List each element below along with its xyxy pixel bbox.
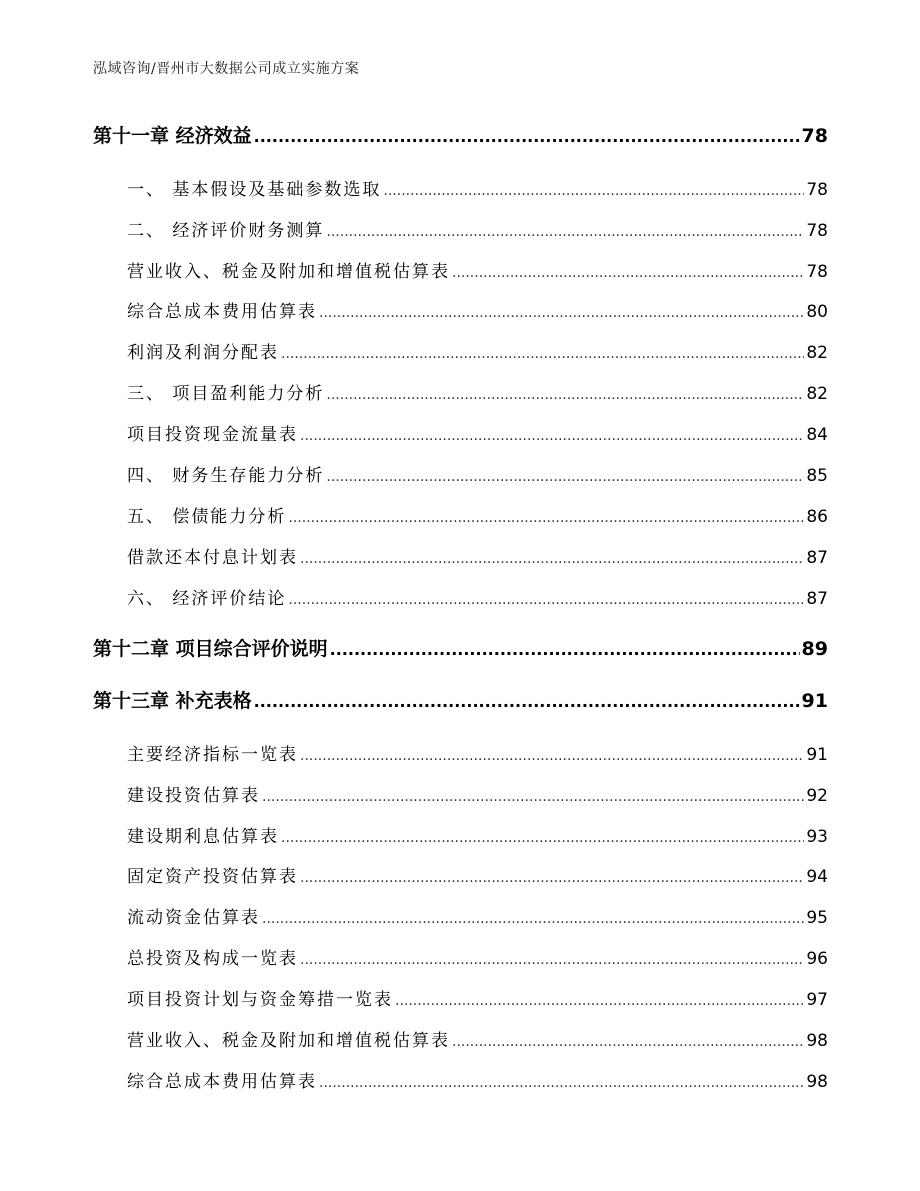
toc-entry-page: 84 <box>806 425 828 445</box>
toc-leader-dots <box>262 911 804 927</box>
toc-section-entry[interactable] <box>0 257 920 283</box>
toc-entry-page: 82 <box>806 384 828 404</box>
toc-section-entry[interactable] <box>0 543 920 569</box>
toc-chapter-entry[interactable] <box>0 634 920 664</box>
toc-chapter-entry[interactable] <box>0 121 920 151</box>
toc-entry-page: 94 <box>806 867 828 887</box>
toc-entry-page: 85 <box>806 466 828 486</box>
toc-leader-dots <box>319 305 804 321</box>
toc-leader-dots <box>262 789 804 805</box>
toc-entry-page: 91 <box>801 690 828 712</box>
toc-entry-title: 第十一章 经济效益 <box>93 125 252 147</box>
toc-leader-dots <box>300 952 804 968</box>
toc-section-entry[interactable] <box>0 1026 920 1052</box>
toc-entry-title: 五、 偿债能力分析 <box>127 507 287 527</box>
toc-leader-dots <box>383 183 804 199</box>
toc-section-entry[interactable] <box>0 903 920 929</box>
toc-entry-title: 三、 项目盈利能力分析 <box>127 384 325 404</box>
toc-leader-dots <box>300 870 804 886</box>
toc-entry-title: 营业收入、税金及附加和增值税估算表 <box>127 1031 450 1051</box>
toc-entry-title: 营业收入、税金及附加和增值税估算表 <box>127 262 450 282</box>
toc-entry-title: 建设投资估算表 <box>127 786 260 806</box>
toc-section-entry[interactable] <box>0 216 920 242</box>
toc-leader-dots <box>326 469 804 485</box>
toc-chapter-entry[interactable] <box>0 686 920 716</box>
toc-entry-page: 93 <box>806 827 828 847</box>
toc-entry-title: 六、 经济评价结论 <box>127 589 287 609</box>
toc-leader-dots <box>319 1075 804 1091</box>
toc-leader-dots <box>300 428 804 444</box>
toc-entry-page: 86 <box>806 507 828 527</box>
toc-leader-dots <box>288 510 804 526</box>
toc-entry-title: 四、 财务生存能力分析 <box>127 466 325 486</box>
toc-section-entry[interactable] <box>0 1067 920 1093</box>
toc-entry-title: 第十二章 项目综合评价说明 <box>93 638 328 660</box>
toc-leader-dots <box>452 1034 804 1050</box>
toc-entry-title: 固定资产投资估算表 <box>127 867 298 887</box>
toc-entry-page: 78 <box>801 125 828 147</box>
toc-entry-title: 一、 基本假设及基础参数选取 <box>127 180 382 200</box>
toc-section-entry[interactable] <box>0 781 920 807</box>
toc-entry-page: 80 <box>806 302 828 322</box>
toc-entry-page: 91 <box>806 745 828 765</box>
toc-entry-title: 综合总成本费用估算表 <box>127 1072 317 1092</box>
toc-leader-dots <box>254 692 800 711</box>
toc-entry-page: 78 <box>806 262 828 282</box>
toc-entry-page: 78 <box>806 180 828 200</box>
toc-leader-dots <box>326 224 804 240</box>
toc-entry-page: 98 <box>806 1031 828 1051</box>
toc-leader-dots <box>300 748 804 764</box>
toc-entry-title: 总投资及构成一览表 <box>127 949 298 969</box>
toc-section-entry[interactable] <box>0 175 920 201</box>
toc-section-entry[interactable] <box>0 297 920 323</box>
toc-entry-title: 利润及利润分配表 <box>127 343 279 363</box>
toc-entry-page: 92 <box>806 786 828 806</box>
toc-section-entry[interactable] <box>0 379 920 405</box>
toc-leader-dots <box>326 387 804 403</box>
toc-section-entry[interactable] <box>0 985 920 1011</box>
page-header: 泓域咨询/晋州市大数据公司成立实施方案 <box>93 61 360 77</box>
toc-section-entry[interactable] <box>0 502 920 528</box>
toc-section-entry[interactable] <box>0 338 920 364</box>
toc-section-entry[interactable] <box>0 584 920 610</box>
toc-leader-dots <box>395 993 804 1009</box>
toc-leader-dots <box>330 640 800 659</box>
toc-leader-dots <box>300 551 804 567</box>
toc-entry-title: 流动资金估算表 <box>127 908 260 928</box>
toc-entry-title: 主要经济指标一览表 <box>127 745 298 765</box>
toc-section-entry[interactable] <box>0 822 920 848</box>
toc-entry-title: 第十三章 补充表格 <box>93 690 252 712</box>
toc-entry-title: 借款还本付息计划表 <box>127 548 298 568</box>
toc-section-entry[interactable] <box>0 740 920 766</box>
toc-entry-page: 82 <box>806 343 828 363</box>
toc-entry-page: 96 <box>806 949 828 969</box>
toc-entry-page: 95 <box>806 908 828 928</box>
toc-section-entry[interactable] <box>0 862 920 888</box>
toc-leader-dots <box>281 830 804 846</box>
toc-entry-page: 98 <box>806 1072 828 1092</box>
toc-section-entry[interactable] <box>0 420 920 446</box>
toc-leader-dots <box>254 127 800 146</box>
toc-section-entry[interactable] <box>0 461 920 487</box>
toc-entry-title: 建设期利息估算表 <box>127 827 279 847</box>
toc-entry-title: 综合总成本费用估算表 <box>127 302 317 322</box>
toc-entry-title: 项目投资现金流量表 <box>127 425 298 445</box>
toc-entry-title: 二、 经济评价财务测算 <box>127 221 325 241</box>
toc-section-entry[interactable] <box>0 944 920 970</box>
toc-entry-page: 87 <box>806 589 828 609</box>
toc-leader-dots <box>452 265 804 281</box>
toc-entry-page: 89 <box>801 638 828 660</box>
toc-entry-page: 87 <box>806 548 828 568</box>
toc-entry-title: 项目投资计划与资金筹措一览表 <box>127 990 393 1010</box>
toc-entry-page: 78 <box>806 221 828 241</box>
toc-entry-page: 97 <box>806 990 828 1010</box>
toc-leader-dots <box>288 592 804 608</box>
toc-leader-dots <box>281 346 804 362</box>
